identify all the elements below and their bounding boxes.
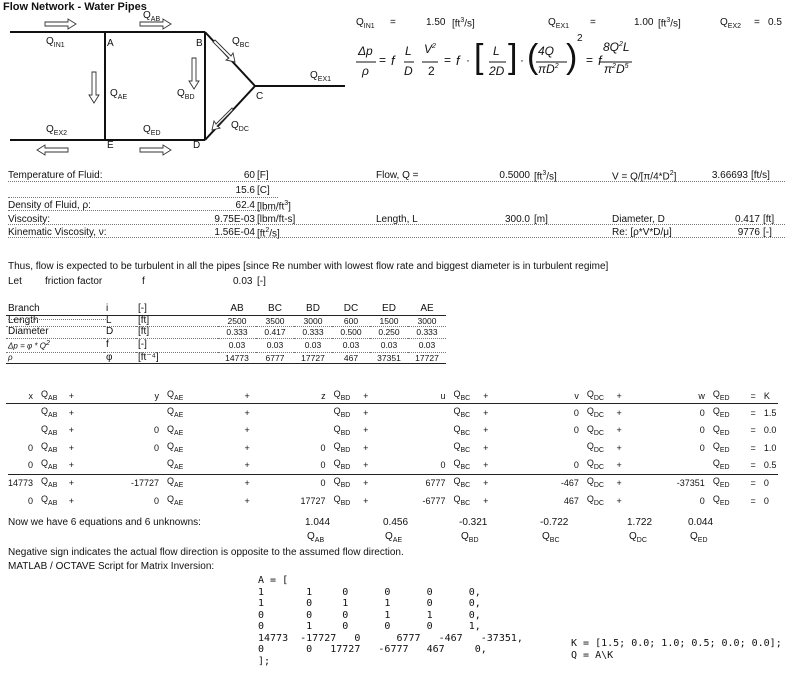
coefficient-cell (300, 423, 334, 440)
header-cell: i (106, 303, 109, 314)
coefficient-cell (300, 405, 334, 422)
variable-cell: $Q_{ED}$ (712, 406, 730, 420)
header-cell: Branch (8, 303, 40, 314)
solution-variable: $Q_{BD}$ (461, 531, 479, 544)
density-value: 62.4 (235, 200, 255, 211)
plus-cell: + (616, 442, 622, 453)
formula-t4-sup: 2 (577, 33, 583, 44)
coefficient-cell: 17727 (300, 495, 326, 506)
formula-t4-den: $\pi D^2$ (538, 62, 559, 76)
length-value: 300.0 (504, 214, 530, 225)
variable-cell: $Q_{ED}$ (712, 493, 730, 507)
solution-variable: $Q_{AE}$ (385, 531, 403, 544)
plus-cell: + (68, 442, 74, 453)
rhs-cell: 1.0 (763, 442, 777, 453)
coefficient-cell: 0 (300, 475, 334, 493)
equation-row (8, 405, 778, 422)
formula-eq: = (379, 53, 387, 67)
equation-row (8, 440, 778, 457)
variable-cell: $Q_{BD}$ (333, 406, 351, 420)
coefficient-cell: 0 (28, 495, 34, 506)
script-title: MATLAB / OCTAVE Script for Matrix Inversion: (8, 561, 215, 572)
solution-variable: $Q_{ED}$ (690, 531, 708, 544)
node-label: B (196, 38, 203, 49)
coefficient-cell: -6777 (422, 495, 446, 506)
variable-cell: $Q_{ED}$ (713, 475, 743, 493)
header-cell: BD (306, 303, 320, 314)
coefficient-cell: 0 (699, 425, 705, 436)
coefficient-cell: 0 (28, 460, 34, 471)
given-qex1-unit: $[ft^3/s]$ (658, 17, 681, 30)
plus-cell: + (616, 495, 622, 506)
coefficient-cell: 0 (153, 442, 159, 453)
coefficient-cell: -467 (553, 475, 587, 493)
equals-cell: = (750, 408, 756, 419)
variable-cell: $Q_{BD}$ (333, 458, 351, 471)
formula-paren-r: ) (566, 38, 578, 76)
variable-cell: $Q_{DC}$ (586, 440, 604, 454)
given-qin1-eq: = (390, 17, 396, 28)
reynolds-value: 9776 (737, 227, 760, 238)
given-qin1-label: $Q_{IN1}$ (356, 17, 375, 30)
matlab-vector-k: K = [1.5; 0.0; 1.0; 0.5; 0.0; 0.0]; Q = A\K (571, 638, 782, 661)
coefficient-cell (131, 457, 167, 475)
coefficient-cell: -37351 (677, 475, 713, 493)
friction-symbol: f (142, 276, 145, 287)
equation-row (8, 423, 778, 440)
header-cell: AB (230, 303, 244, 314)
plus-cell: + (68, 460, 74, 471)
solution-variable: $Q_{AB}$ (307, 531, 325, 544)
flow-label-ex2: $Q_{EX2}$ (46, 124, 68, 137)
solution-value: -0.722 (540, 517, 569, 528)
velocity-unit: [ft/s] (751, 170, 770, 181)
variable-cell: $Q_{AE}$ (166, 440, 184, 454)
formula-f: f (391, 53, 395, 68)
formula-t3-num: L (493, 44, 500, 58)
temp-c-unit: [C] (257, 185, 270, 196)
given-qex1-value: 1.00 (634, 17, 654, 28)
friction-unit: [-] (257, 276, 266, 287)
variable-cell: $Q_{AB}$ (41, 423, 58, 437)
equation-row (8, 493, 778, 510)
node-label: C (256, 91, 264, 102)
solution-label: Now we have 6 equations and 6 unknowns: (8, 517, 201, 528)
variable-cell: $Q_{AB}$ (41, 493, 58, 507)
coefficient-cell: 0 (573, 460, 579, 471)
direction-note: Negative sign indicates the actual flow direction is opposite to the assumed flow direction. (8, 547, 404, 558)
reynolds-unit: [-] (763, 227, 772, 238)
flow-unit: $[ft^3/s]$ (534, 170, 557, 183)
temp-unit: [F] (257, 170, 269, 181)
variable-cell: $Q_{BC}$ (454, 475, 484, 493)
kinematic-viscosity-value: 1.56E-04 (214, 227, 255, 238)
coefficient-cell (553, 440, 587, 457)
solution-variable: $Q_{BC}$ (542, 531, 560, 544)
plus-cell: + (363, 460, 369, 471)
variable-cell: $Q_{BC}$ (453, 406, 471, 420)
friction-let: Let (8, 276, 22, 287)
variable-cell: $Q_{BC}$ (453, 423, 471, 437)
coefficient-cell (420, 405, 454, 422)
rhs-cell: 1.5 (763, 408, 777, 419)
length-unit: [m] (534, 214, 548, 225)
plus-cell: + (68, 495, 74, 506)
node-label: E (107, 140, 114, 151)
header-cell: AE (420, 303, 434, 314)
formula-lhs-den: ρ (362, 64, 369, 78)
table-row: Length L [ft] 2500 3500 3000 600 1500 3000 (6, 315, 446, 327)
density-label: Density of Fluid, ρ: (8, 200, 91, 211)
formula-t3-den: 2D (489, 64, 505, 78)
variable-cell: $Q_{DC}$ (586, 406, 604, 420)
variable-cell: $Q_{DC}$ (586, 493, 604, 507)
kinematic-viscosity-label: Kinematic Viscosity, ν: (8, 227, 107, 238)
temp-value: 60 (243, 170, 255, 181)
variable-cell: $Q_{BD}$ (333, 440, 351, 454)
table-header-row (6, 304, 446, 315)
plus-cell: + (244, 460, 250, 471)
variable-cell: $Q_{AE}$ (166, 423, 184, 437)
coefficient-cell: -17727 (131, 475, 167, 493)
page-title: Flow Network - Water Pipes (3, 1, 147, 13)
long-arrow-down (89, 72, 99, 103)
plus-cell: + (483, 408, 489, 419)
plus-cell: + (483, 460, 489, 471)
variable-cell: $Q_{BD}$ (333, 493, 351, 507)
plus-cell: + (244, 495, 250, 506)
equals-cell: = (750, 425, 756, 436)
coefficient-cell: 0 (153, 495, 159, 506)
turbulence-note: Thus, flow is expected to be turbulent in all the pipes [since Re number with lowest flow rate and biggest diameter is in turbulent regime] (8, 261, 609, 272)
plus-cell: + (363, 425, 369, 436)
flow-label-dc: $Q_{DC}$ (231, 120, 249, 133)
density-unit: $[lbm/ft^3]$ (257, 200, 291, 213)
coefficient-cell: 467 (563, 495, 579, 506)
plus-cell: + (616, 460, 622, 471)
long-arrow-right (140, 145, 171, 155)
flow-label-bd: $Q_{BD}$ (177, 88, 195, 101)
variable-cell: $Q_{AE}$ (167, 475, 195, 493)
long-arrow-right (45, 19, 76, 29)
temp-c-value: 15.6 (235, 185, 255, 196)
coefficient-cell: 0 (699, 495, 705, 506)
rhs-cell: 0.5 (763, 460, 777, 471)
coefficient-cell: 0 (699, 442, 705, 453)
phi-formula: $\Delta p = \varphi * Q^2$ (8, 339, 50, 351)
plus-cell: + (483, 475, 553, 493)
solution-value: -0.321 (459, 517, 488, 528)
variable-cell: $Q_{ED}$ (712, 458, 730, 471)
variable-cell: $Q_{ED}$ (712, 423, 730, 437)
table-row: Diameter D [ft] 0.333 0.417 0.333 0.500 0.250 0.333 (6, 327, 446, 339)
flow-value: 0.5000 (499, 170, 530, 181)
variable-cell: $Q_{DC}$ (586, 458, 604, 471)
flow-network-diagram (0, 10, 350, 160)
coefficient-cell: 0 (28, 442, 34, 453)
equals-cell: = (750, 460, 756, 471)
given-qin1-unit: $[ft^3/s]$ (452, 17, 475, 30)
variable-cell: $Q_{ED}$ (712, 440, 730, 454)
solution-variable: $Q_{DC}$ (629, 531, 647, 544)
table-row: $\Delta p = \varphi * Q^2$ f [-] 0.03 0.03 0.03 0.03 0.03 0.03 (6, 338, 446, 352)
table-row: ρ φ [ft⁻⁴] 14773 6777 17727 467 37351 17727 (6, 352, 446, 364)
plus-cell: + (363, 495, 369, 506)
coefficient-cell: 0 (699, 408, 705, 419)
variable-cell: $Q_{AB}$ (41, 440, 58, 454)
variable-cell: $Q_{AB}$ (41, 406, 58, 420)
variable-cell: $Q_{BD}$ (334, 475, 364, 493)
given-qex1-label: $Q_{EX1}$ (548, 17, 570, 30)
header-cell: BC (268, 303, 282, 314)
variable-cell: $Q_{BC}$ (453, 493, 471, 507)
temp-label: Temperature of Fluid: (8, 170, 103, 181)
coefficient-cell (420, 440, 454, 457)
equation-row (8, 475, 778, 493)
flow-label-ae: $Q_{AE}$ (110, 88, 128, 101)
formula-t1-den: D (404, 64, 413, 78)
flow-label-ab: $Q_{AB}$ (143, 10, 161, 23)
plus-cell: + (363, 408, 369, 419)
formula-dot2: · (520, 53, 524, 67)
plus-cell: + (244, 408, 250, 419)
flow-label-ed: $Q_{ED}$ (143, 124, 161, 137)
solution-value: 1.722 (627, 517, 653, 528)
variable-cell: $Q_{BC}$ (453, 440, 471, 454)
coefficient-cell (420, 423, 454, 440)
solution-value: 0.456 (383, 517, 409, 528)
plus-cell: + (244, 442, 250, 453)
plus-cell: + (363, 475, 419, 493)
plus-cell: + (483, 495, 489, 506)
matlab-matrix-a: A = [ 1 1 0 0 0 0, 1 0 1 1 0 0, 0 0 0 1 1 0, 0 1 0 0 0 1, 14773 -17727 0 6777 -467 -37351, 0 0 17727 -6777 467 0, ]; (258, 575, 523, 667)
plus-cell: + (363, 442, 369, 453)
coefficient-cell: 0 (440, 460, 446, 471)
variable-cell: $Q_{BD}$ (333, 423, 351, 437)
plus-cell: + (616, 475, 676, 493)
solution-value: 0.044 (688, 517, 714, 528)
viscosity-label: Viscosity: (8, 214, 51, 225)
equals-cell: = (742, 475, 764, 493)
coefficient-cell: 6777 (420, 475, 454, 493)
formula-paren-l: ( (527, 38, 539, 76)
equation-row (8, 457, 778, 475)
node-label: D (193, 140, 201, 151)
plus-cell: + (68, 408, 74, 419)
variable-cell: $Q_{DC}$ (587, 475, 617, 493)
long-arrow-left (37, 145, 68, 155)
coefficient-cell: 0 (320, 460, 326, 471)
formula-bracket-l: [ (474, 38, 484, 76)
header-cell: ED (382, 303, 396, 314)
viscosity-value: 9.75E-03 (214, 214, 255, 225)
rhs-cell: 0 (764, 475, 778, 493)
flow-label-in1: $Q_{IN1}$ (46, 36, 65, 49)
coefficient-cell: 0 (573, 425, 579, 436)
diameter-value: 0.417 (734, 214, 760, 225)
formula-eq3: = (586, 53, 594, 67)
plus-cell: + (483, 425, 489, 436)
equals-cell: = (750, 495, 756, 506)
long-arrow-down (189, 58, 199, 89)
coefficient-cell (8, 405, 41, 422)
formula-f2: f (456, 53, 460, 68)
equals-cell: = (750, 442, 756, 453)
coefficient-cell (8, 423, 41, 440)
formula-bracket-r: ] (508, 38, 518, 76)
flow-label-ex1: $Q_{EX1}$ (310, 70, 332, 83)
variable-cell: $Q_{AB}$ (41, 458, 58, 471)
header-cell: DC (343, 303, 359, 314)
equation-header-row: x $Q_{AB}$ + y $Q_{AE}$ + z $Q_{BD}$ + u $Q_{BC}$ + v $Q_{DC}$ + w $Q_{ED}$ = K (28, 389, 770, 402)
given-qex2-eq: = (754, 17, 760, 28)
given-qex1-eq: = (590, 17, 596, 28)
coefficient-cell: 0 (573, 408, 579, 419)
given-qin1-value: 1.50 (426, 17, 446, 28)
plus-cell: + (616, 425, 622, 436)
formula-t2-num: $V^2$ (424, 42, 436, 56)
coefficient-cell: 0 (153, 425, 159, 436)
phi-formula-den: ρ (8, 352, 13, 362)
velocity-value: 3.66693 (711, 170, 748, 181)
coefficient-cell: 14773 (8, 475, 41, 493)
rhs-cell: 0.0 (763, 425, 777, 436)
variable-cell: $Q_{AE}$ (166, 458, 184, 471)
diameter-unit: [ft] (763, 214, 775, 225)
branch-table (6, 304, 446, 364)
plus-cell: + (69, 475, 131, 493)
formula-t5-den: $\pi^2D^5$ (604, 62, 629, 76)
velocity-label: $V = Q/[\pi/4*D^2]$ (612, 170, 677, 183)
equation-rows (8, 405, 778, 510)
variable-cell: $Q_{DC}$ (586, 423, 604, 437)
coefficient-cell: 0 (320, 442, 326, 453)
formula-dot: · (466, 53, 470, 67)
diagonal-arrow (212, 108, 233, 130)
formula-t1-num: L (405, 44, 412, 58)
formula-f3: f (598, 53, 602, 68)
diameter-label: Diameter, D (612, 214, 665, 225)
friction-value: 0.03 (233, 276, 253, 287)
coefficient-cell (131, 405, 167, 422)
header-cell: [-] (138, 303, 147, 314)
reynolds-label: Re: [ρ*V*D/μ] (612, 227, 672, 238)
variable-cell: $Q_{AB}$ (41, 475, 69, 493)
formula-eq2: = (444, 53, 452, 67)
plus-cell: + (616, 408, 622, 419)
flow-label: Flow, Q = (376, 170, 419, 181)
formula-t4-num: 4Q (538, 44, 555, 58)
formula-t5-num: $8Q^2L$ (603, 40, 630, 54)
flow-label-bc: $Q_{BC}$ (232, 36, 250, 49)
formula-t2-den: 2 (428, 64, 435, 78)
solution-value: 1.044 (305, 517, 331, 528)
plus-cell: + (195, 475, 300, 493)
rhs-cell: 0 (763, 495, 769, 506)
node-label: A (107, 38, 114, 49)
length-label: Length, L (376, 214, 418, 225)
given-qex2-label: $Q_{EX2}$ (720, 17, 742, 30)
variable-cell: $Q_{AE}$ (166, 493, 184, 507)
kinematic-viscosity-unit: $[ft^2/s]$ (257, 227, 280, 240)
friction-label: friction factor (45, 276, 103, 287)
given-qex2-value: 0.5 (768, 17, 782, 28)
viscosity-unit: [lbm/ft-s] (257, 214, 296, 225)
coefficient-cell (677, 457, 713, 475)
formula-lhs-num: Δp (358, 44, 373, 58)
plus-cell: + (483, 442, 489, 453)
equation-table (8, 388, 778, 510)
variable-cell: $Q_{BC}$ (453, 458, 471, 471)
plus-cell: + (244, 425, 250, 436)
plus-cell: + (68, 425, 74, 436)
variable-cell: $Q_{AE}$ (166, 406, 184, 420)
